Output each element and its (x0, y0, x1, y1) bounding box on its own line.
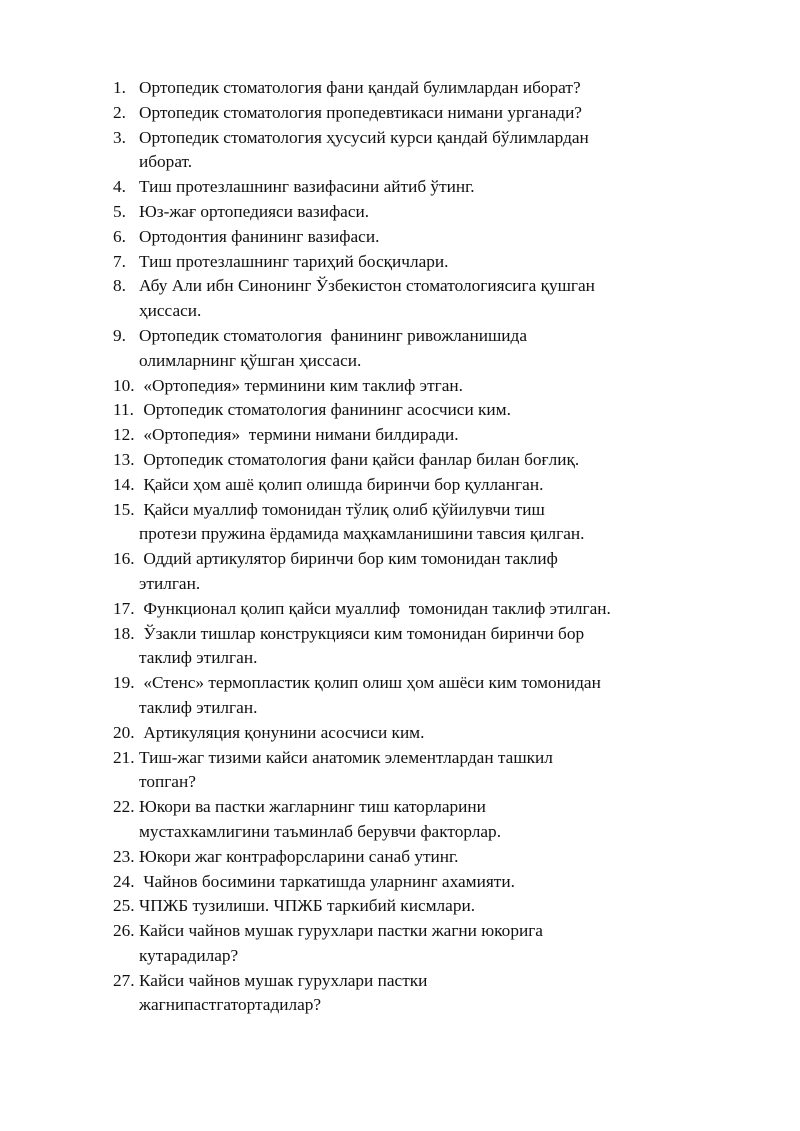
list-item (113, 894, 693, 919)
item-text: Қайси ҳом ашё қолип олишда биринчи бор қулланган. (139, 474, 544, 494)
item-number: 16. (113, 549, 135, 569)
item-text: «Стенс» термопластик қолип олиш ҳом ашёси ким томонидан таклиф этилган. (139, 673, 601, 717)
item-number: 2. (113, 102, 126, 122)
list-item (113, 473, 693, 498)
item-text: «Ортопедия» терминини ким таклиф этган. (143, 375, 463, 395)
item-number: 7. (113, 251, 126, 271)
list-item (113, 76, 693, 101)
item-text: Тиш протезлашнинг тариҳий босқичлари. (139, 251, 449, 271)
item-number: 8. (113, 276, 126, 296)
list-item (113, 919, 693, 969)
item-text: Чайнов босимини таркатишда уларнинг ахамияти. (143, 871, 515, 891)
item-number: 5. (113, 201, 126, 221)
list-item (113, 250, 693, 275)
list-item (113, 448, 693, 473)
item-text: Ўзакли тишлар конструкцияси ким томонидан биринчи бор таклиф этилган. (139, 623, 585, 668)
item-text: Юкори ва пастки жагларнинг тиш каторларини мустахкамлигини таъминлаб берувчи факторлар. (139, 797, 502, 841)
list-item (113, 547, 693, 597)
item-number: 18. (113, 623, 135, 643)
list-item (113, 870, 693, 895)
item-text: Кайси чайнов мушак гурухлари пастки жагни юкорига кутарадилар? (139, 921, 543, 965)
item-number: 19. (113, 673, 135, 693)
item-number: 1. (113, 78, 126, 97)
item-number: 14. (113, 474, 135, 494)
list-item (113, 845, 693, 870)
item-number: 24. (113, 871, 135, 891)
item-number: 3. (113, 127, 126, 147)
item-text: Ортодонтия фанининг вазифаси. (139, 226, 380, 246)
list-item (113, 126, 693, 176)
list-item (113, 622, 693, 672)
item-text: Қайси муаллиф томонидан тўлиқ олиб қўйилувчи тиш протези пружина ёрдамида маҳкамланишини тавсия қилган. (139, 499, 585, 544)
item-text: Абу Али ибн Синонинг Ўзбекистон стоматологиясига қушган ҳиссаси. (139, 276, 595, 321)
item-text: Юкори жаг контрафорсларини санаб утинг. (139, 846, 459, 866)
item-number: 27. (113, 970, 135, 990)
item-number: 23. (113, 846, 135, 866)
list-item (113, 423, 693, 448)
list-item (113, 398, 693, 423)
list-item (113, 324, 693, 374)
item-text: Ортопедик стоматология ҳусусий курси қандай бўлимлардан иборат. (139, 127, 589, 172)
item-text: Артикуляция қонунини асосчиси ким. (143, 722, 425, 742)
item-number: 22. (113, 797, 135, 817)
question-list (113, 76, 693, 1018)
item-number: 20. (113, 722, 135, 742)
item-number: 21. (113, 747, 135, 767)
list-item (113, 721, 693, 746)
list-item (113, 969, 693, 1019)
item-number: 13. (113, 449, 135, 469)
item-text: Кайси чайнов мушак гурухлари пастки жагнипастгатортадилар? (139, 970, 428, 1015)
item-text: Ортопедик стоматология фанининг ривожланишида олимларнинг қўшган ҳиссаси. (139, 325, 527, 370)
item-number: 4. (113, 177, 126, 197)
item-text: Ортопедик стоматология пропедевтикаси нимани урганади? (139, 102, 582, 122)
item-text: ЧПЖБ тузилиши. ЧПЖБ таркибий кисмлари. (139, 896, 476, 916)
item-text: Функционал қолип қайси муаллиф томонидан таклиф этилган. (143, 598, 611, 618)
list-item (113, 498, 693, 548)
item-number: 6. (113, 226, 126, 246)
item-number: 11. (113, 400, 134, 420)
item-text: Тиш протезлашнинг вазифасини айтиб ўтинг. (139, 177, 475, 197)
item-text: Юз-жағ ортопедияси вазифаси. (139, 201, 370, 221)
item-number: 12. (113, 425, 135, 445)
item-number: 17. (113, 598, 135, 618)
item-text: Ортопедик стоматология фани қандай булимлардан иборат? (139, 78, 581, 97)
item-text: Ортопедик стоматология фани қайси фанлар билан боғлиқ. (139, 449, 580, 469)
list-item (113, 225, 693, 250)
item-text: Тиш-жаг тизими кайси анатомик элементлардан ташкил топган? (139, 747, 553, 792)
list-item (113, 200, 693, 225)
list-item (113, 374, 693, 399)
item-number: 9. (113, 325, 126, 345)
list-item (113, 101, 693, 126)
list-item (113, 795, 693, 845)
item-text: Оддий артикулятор биринчи бор ким томонидан таклиф этилган. (139, 549, 558, 593)
item-number: 26. (113, 921, 135, 941)
list-item (113, 671, 693, 721)
item-number: 15. (113, 499, 135, 519)
item-number: 10. (113, 375, 135, 395)
item-text: Ортопедик стоматология фанининг асосчиси ким. (139, 400, 511, 420)
item-text: «Ортопедия» термини нимани билдиради. (139, 425, 459, 445)
item-number: 25. (113, 896, 135, 916)
list-item (113, 746, 693, 796)
list-item (113, 597, 693, 622)
list-item (113, 175, 693, 200)
list-item (113, 274, 693, 324)
